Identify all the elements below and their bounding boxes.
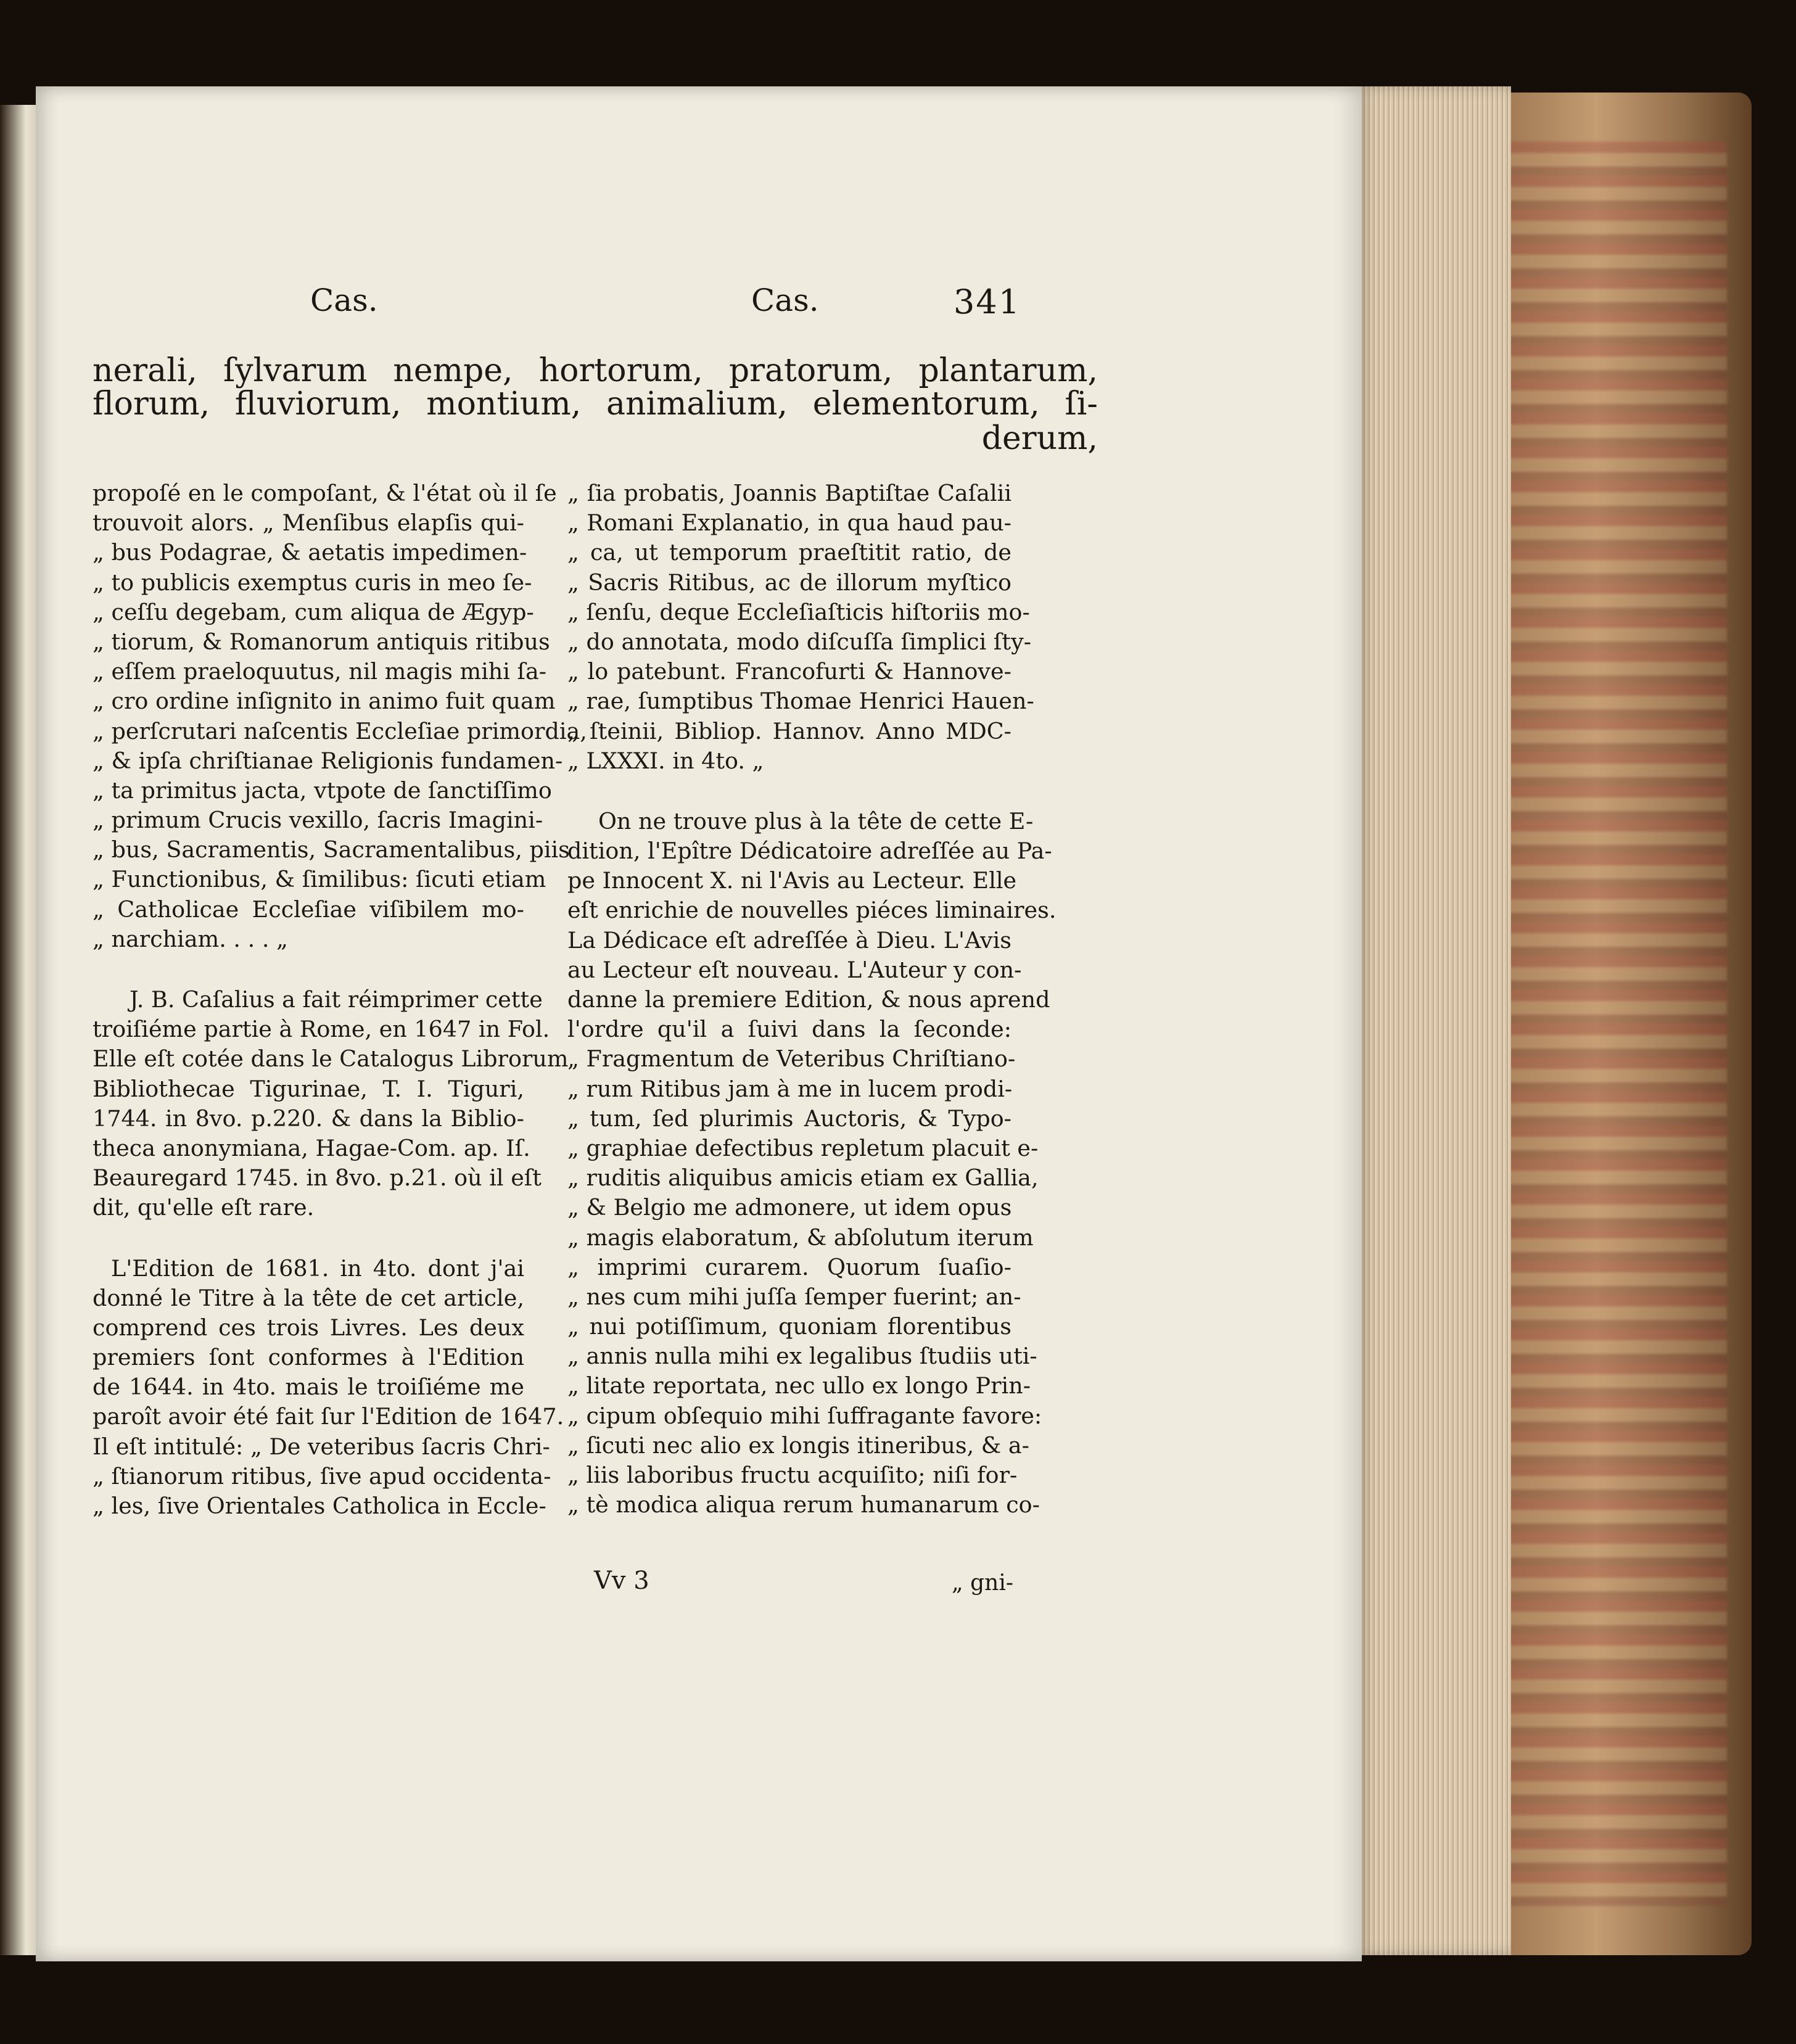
- left-page-edge: [0, 105, 37, 1955]
- right-line-24: „ & Belgio me admonere, ut idem opus: [567, 1194, 1012, 1221]
- right-line-25: „ magis elaboratum, & abſolutum iterum: [567, 1224, 1034, 1251]
- right-line-1: „ Romani Explanatio, in qua haud pau-: [567, 509, 1011, 537]
- left-line-11: „ primum Crucis vexillo, ſacris Imagini-: [93, 807, 543, 834]
- right-line-8: „ ſteinii, Bibliop. Hannov. Anno MDC-: [567, 717, 1011, 744]
- left-line-29: premiers ſont conformes à l'Edition: [93, 1344, 524, 1371]
- right-line-33: „ liis laboribus fructu acquiſito; niſi for-: [567, 1462, 1018, 1488]
- right-line-2: „ ca, ut temporum praeſtitit ratio, de: [567, 539, 1011, 566]
- left-line-7: „ cro ordine inſignito in animo fuit quam: [93, 688, 556, 715]
- left-line-10: „ ta primitus jacta, vtpote de ſanctiſſimo: [93, 777, 552, 804]
- left-line-12: „ bus, Sacramentis, Sacramentalibus, piis: [93, 836, 570, 863]
- left-line-24: dit, qu'elle eſt rare.: [93, 1194, 315, 1221]
- left-line-5: „ tiorum, & Romanorum antiquis ritibus: [93, 628, 550, 655]
- right-line-28: „ nui potiſſimum, quoniam florentibus: [567, 1313, 1011, 1340]
- title-continuation: [93, 354, 1098, 421]
- page-number: 341: [954, 282, 1021, 321]
- right-gap-1: [567, 776, 1011, 807]
- running-head-left: Cas.: [310, 282, 378, 318]
- right-line-32: „ ſicuti nec alio ex longis itineribus, & a-: [567, 1432, 1029, 1459]
- right-line-18: l'ordre qu'il a ſuivi dans la ſeconde:: [567, 1016, 1011, 1043]
- left-line-3: „ to publicis exemptus curis in meo ſe-: [93, 569, 532, 596]
- left-gap-1: [93, 954, 524, 985]
- right-line-21: „ tum, ſed plurimis Auctoris, & Typo-: [567, 1105, 1011, 1132]
- left-line-4: „ ceſſu degebam, cum aliqua de Ægyp-: [93, 598, 534, 625]
- left-line-32: Il eſt intitulé: „ De veteribus ſacris Chri-: [93, 1433, 550, 1460]
- right-line-7: „ rae, ſumptibus Thomae Henrici Hauen-: [567, 688, 1034, 715]
- left-line-18: troiſiéme partie à Rome, en 1647 in Fol.: [93, 1016, 550, 1043]
- right-line-5: „ do annotata, modo diſcuſſa ſimplici ſty-: [567, 628, 1032, 655]
- right-line-17: danne la premiere Edition, & nous aprend: [567, 986, 1050, 1013]
- catchword: „ gni-: [952, 1570, 1014, 1596]
- right-line-23: „ ruditis aliquibus amicis etiam ex Gallia,: [567, 1164, 1039, 1192]
- signature-mark: Vv 3: [594, 1567, 649, 1595]
- left-column: [93, 479, 587, 1521]
- left-line-22: theca anonymiana, Hagae-Com. ap. Iſ.: [93, 1134, 530, 1161]
- right-line-14: eſt enrichie de nouvelles piéces liminaires.: [567, 897, 1057, 924]
- left-line-15: „ narchiam. . . . „: [93, 925, 288, 952]
- title-line-3: derum,: [981, 420, 1098, 457]
- left-line-8: „ perſcrutari naſcentis Eccleſiae primordia,: [93, 717, 587, 744]
- title-line-2: florum, fluviorum, montium, animalium, elementorum, ſi-: [93, 385, 1098, 422]
- right-line-26: „ imprimi curarem. Quorum ſuaſio-: [567, 1253, 1011, 1280]
- right-line-27: „ nes cum mihi juſſa ſemper fuerint; an-: [567, 1283, 1021, 1310]
- left-line-33: „ ſtianorum ritibus, ſive apud occidenta-: [93, 1462, 551, 1490]
- left-line-9: „ & ipſa chriſtianae Religionis fundamen-: [93, 747, 563, 774]
- left-line-2: „ bus Podagrae, & aetatis impedimen-: [93, 539, 527, 566]
- left-line-6: „ eſſem praeloquutus, nil magis mihi ſa-: [93, 658, 547, 685]
- left-line-1: trouvoit alors. „ Menſibus elapſis qui-: [93, 509, 524, 537]
- left-line-0: propoſé en le compoſant, & l'état où il ſe: [93, 480, 557, 506]
- right-line-11: On ne trouve plus à la tête de cette E-: [598, 807, 1034, 834]
- left-line-26: L'Edition de 1681. in 4to. dont j'ai: [111, 1255, 524, 1282]
- right-line-13: pe Innocent X. ni l'Avis au Lecteur. Elle: [567, 867, 1017, 894]
- right-line-19: „ Fragmentum de Veteribus Chriſtiano-: [567, 1045, 1016, 1073]
- right-line-9: „ LXXXI. in 4to. „: [567, 747, 764, 774]
- right-line-29: „ annis nulla mihi ex legalibus ſtudiis uti-: [567, 1343, 1037, 1370]
- left-gap-2: [93, 1223, 524, 1254]
- right-line-22: „ graphiae defectibus repletum placuit e-: [567, 1134, 1039, 1161]
- left-line-17: J. B. Caſalius a fait réimprimer cette: [130, 986, 543, 1013]
- right-line-30: „ litate reportata, nec ullo ex longo Prin-: [567, 1372, 1031, 1399]
- left-line-30: de 1644. in 4to. mais le troiſiéme me: [93, 1374, 524, 1401]
- page-content: [36, 86, 1362, 1961]
- left-line-31: paroît avoir été fait ſur l'Edition de 1647.: [93, 1403, 564, 1430]
- left-line-21: 1744. in 8vo. p.220. & dans la Biblio-: [93, 1105, 524, 1132]
- right-line-31: „ cipum obſequio mihi ſuffragante favore:: [567, 1402, 1042, 1429]
- page-edges: [1357, 86, 1511, 1955]
- right-column: [567, 479, 1057, 1520]
- left-line-14: „ Catholicae Eccleſiae viſibilem mo-: [93, 896, 524, 923]
- left-line-13: „ Functionibus, & ſimilibus: ſicuti etiam: [93, 866, 546, 893]
- right-line-15: La Dédicace eſt adreſſée à Dieu. L'Avis: [567, 926, 1011, 954]
- left-line-27: donné le Titre à la tête de cet article,: [93, 1284, 524, 1311]
- left-line-20: Bibliothecae Tigurinae, T. I. Tiguri,: [93, 1075, 524, 1102]
- right-line-6: „ lo patebunt. Francofurti & Hannove-: [567, 658, 1011, 685]
- left-line-28: comprend ces trois Livres. Les deux: [93, 1314, 524, 1341]
- left-line-23: Beauregard 1745. in 8vo. p.21. où il eſt: [93, 1164, 542, 1192]
- right-line-34: „ tè modica aliqua rerum humanarum co-: [567, 1491, 1040, 1519]
- right-line-20: „ rum Ritibus jam à me in lucem prodi-: [567, 1075, 1013, 1102]
- running-head-center: Cas.: [751, 282, 819, 318]
- right-line-12: dition, l'Epître Dédicatoire adreſſée au Pa-: [567, 838, 1052, 865]
- title-line-1: nerali, ſylvarum nempe, hortorum, pratorum, plantarum,: [93, 352, 1098, 389]
- right-line-0: „ ſia probatis, Joannis Baptiſtae Caſalii: [567, 480, 1011, 506]
- left-line-34: „ les, ſive Orientales Catholica in Eccle-: [93, 1493, 546, 1519]
- right-line-3: „ Sacris Ritibus, ac de illorum myſtico: [567, 569, 1011, 596]
- right-line-4: „ ſenſu, deque Eccleſiaſticis hiſtoriis mo-: [567, 598, 1030, 625]
- left-line-19: Elle eſt cotée dans le Catalogus Librorum: [93, 1045, 569, 1073]
- book-page: [36, 86, 1362, 1961]
- right-line-16: au Lecteur eſt nouveau. L'Auteur y con-: [567, 956, 1022, 983]
